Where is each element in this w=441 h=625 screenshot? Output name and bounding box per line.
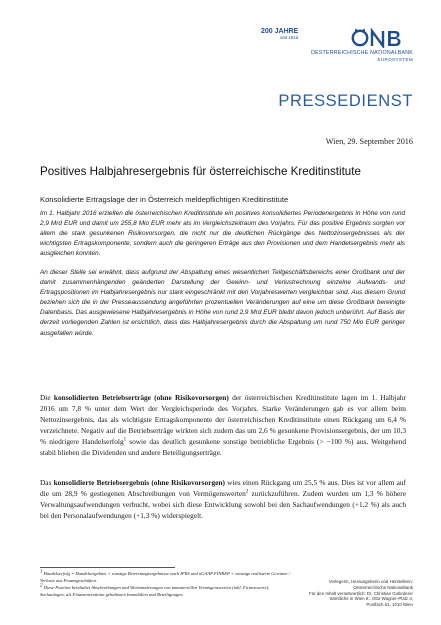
anniversary-years: 200 JAHRE	[261, 28, 299, 35]
footnotes	[40, 571, 295, 599]
body-paragraph	[40, 392, 406, 458]
release-date: Wien, 29. September 2016	[325, 137, 413, 146]
footnote-ref: 1	[123, 437, 127, 443]
imprint-line: Für den Inhalt verantwortlich: Dr. Christian Gutlederer	[309, 590, 413, 596]
press-service-title: PRESSEDIENST	[278, 92, 413, 110]
footnote-text: Diese Position beinhaltet Abschreibungen und Wertminderungen von immateriellen Vermögenswerten (inkl. Firmenwerte), Sachanlagen, als Finanzinvestition gehaltenen Immobilien und Beteiligungen.	[40, 585, 270, 597]
footnote	[40, 571, 295, 584]
paragraph-text: sowie das deutlich gesunkene sonstige betriebliche Ergebnis (> −100 %) aus. Weitgehend stabil blieben die Dividenden und andere Beteiligungserträge.	[40, 437, 407, 458]
paragraph-text: zurückzuführen. Zudem wurden um 1,3 % höhere Verwaltungsaufwendungen verbucht, wobei sich diese Entwicklung sowohl bei den Sachaufwendungen (+1,2 %) als auch bei den Personalaufwendungen (+1,3 %) widerspiegelt.	[40, 489, 406, 521]
header-logo-area	[263, 28, 413, 68]
paragraph-text: Die	[40, 393, 54, 402]
oenb-logo-icon	[351, 28, 413, 48]
footnote-number: 1	[40, 569, 43, 575]
footnote-divider	[40, 567, 175, 568]
emphasis-term: konsolidierten Betriebserträge (ohne Risikovorsorgen)	[53, 393, 229, 402]
paragraph-text: der österreichischen Kreditinstitute lagen im 1. Halbjahr 2016 um 7,8 % unter dem Wert der Vergleichsperiode des Vorjahrs. Starke Veränderungen gab es vor allem beim Nettozinsergebnis, das als wichtigste Ertragskomponente der österreichischen Kreditinstitute einen Rückgang um 6,4 % verzeichnete. Negativ auf die Betriebserträge wirkten sich zudem das um 2,6 % gesunkene Provisionsergebnis, der um 10,3 % niedrigere Handelserfolg	[40, 393, 406, 447]
headline: Positives Halbjahresergebnis für österreichische Kreditinstitute	[40, 165, 361, 178]
paragraph-text: Das	[40, 478, 54, 487]
footnote-ref: 2	[245, 489, 249, 495]
eurosystem-label: EUROSYSTEM	[377, 57, 413, 62]
footnote-number: 2	[40, 583, 43, 589]
imprint-line: Postfach 61, 1010 Wien	[366, 602, 413, 608]
imprint-line: Sämtliche in Wien 9., Otto-Wagner-Platz 3,	[329, 596, 413, 602]
lead-paragraph: Im 1. Halbjahr 2016 erzielten die österreichischen Kreditinstitute ein positives konsolidiertes Periodenergebnis in Höhe von rund 2,9 Mrd EUR und damit um 255,8 Mio EUR mehr als im Vergleichszeitraum des Vorjahrs. Für das positive Ergebnis sorgten vor allem die stark gesunkenen Risikovorsorgen, die nicht nur die deutlichen Rückgänge des Nettozinsergebnisses als der wichtigsten Ertragskomponente, sondern auch die geringeren Erträge aus den Provisionen und dem Handelsergebnis mehr als ausgleichen konnten.	[40, 210, 405, 258]
subheadline: Konsolidierte Ertragslage der in Österreich meldepflichtigen Kreditinstitute	[40, 195, 289, 204]
imprint-line: Verlegerin, Herausgeberin und Herstellerin:	[328, 579, 413, 584]
body-paragraph	[40, 477, 406, 521]
imprint	[301, 579, 413, 608]
emphasis-term: konsolidierte Betriebsergebnis (ohne Risikovorsorgen)	[53, 478, 225, 487]
paragraph-text: wies einen Rückgang um 25,5 % aus. Dies ist vor allem auf die um 28,9 % gestiegenen Abschreibungen von Vermögenswerten	[40, 478, 406, 499]
anniversary-mark	[261, 28, 298, 40]
imprint-line: Oesterreichische Nationalbank	[353, 584, 413, 590]
anniversary-since: seit 1816	[280, 35, 299, 40]
bank-name: OESTERREICHISCHE NATIONALBANK	[310, 50, 413, 56]
footnote	[40, 585, 295, 598]
footnote-text: Handelserfolg = Handelsergebnis + sonstige Bewertungsergebnisse nach IFRS und nGAAP FINREP + sonstige realisierte Gewinne / Verluste aus Finanzgeschäften.	[40, 571, 290, 583]
lead-paragraph: An dieser Stelle sei erwähnt, dass aufgrund der Abspaltung eines wesentlichen Teilgeschäftsbereichs einer Großbank und der damit zusammenhängenden geänderten Darstellung der Gewinn- und Verlustrechnung einzelne Aufwands- und Ertragspositionen im Halbjahresergebnis nur stark eingeschränkt mit den Vorjahreswerten vergleichbar sind. Aus diesem Grund beziehen sich die in der Presseaussendung angeführten prozentuellen Veränderungen auf eine um diese Großbank bereinigte Datenbasis. Das ausgewiesene Halbjahresergebnis in Höhe von rund 2,9 Mrd EUR bleibt davon jedoch unberührt. Auf Basis der derzeit vorliegenden Zahlen ist ersichtlich, dass das Halbjahresergebnis durch die Abspaltung um rund 750 Mio EUR geringer ausgefallen würde.	[40, 269, 405, 337]
